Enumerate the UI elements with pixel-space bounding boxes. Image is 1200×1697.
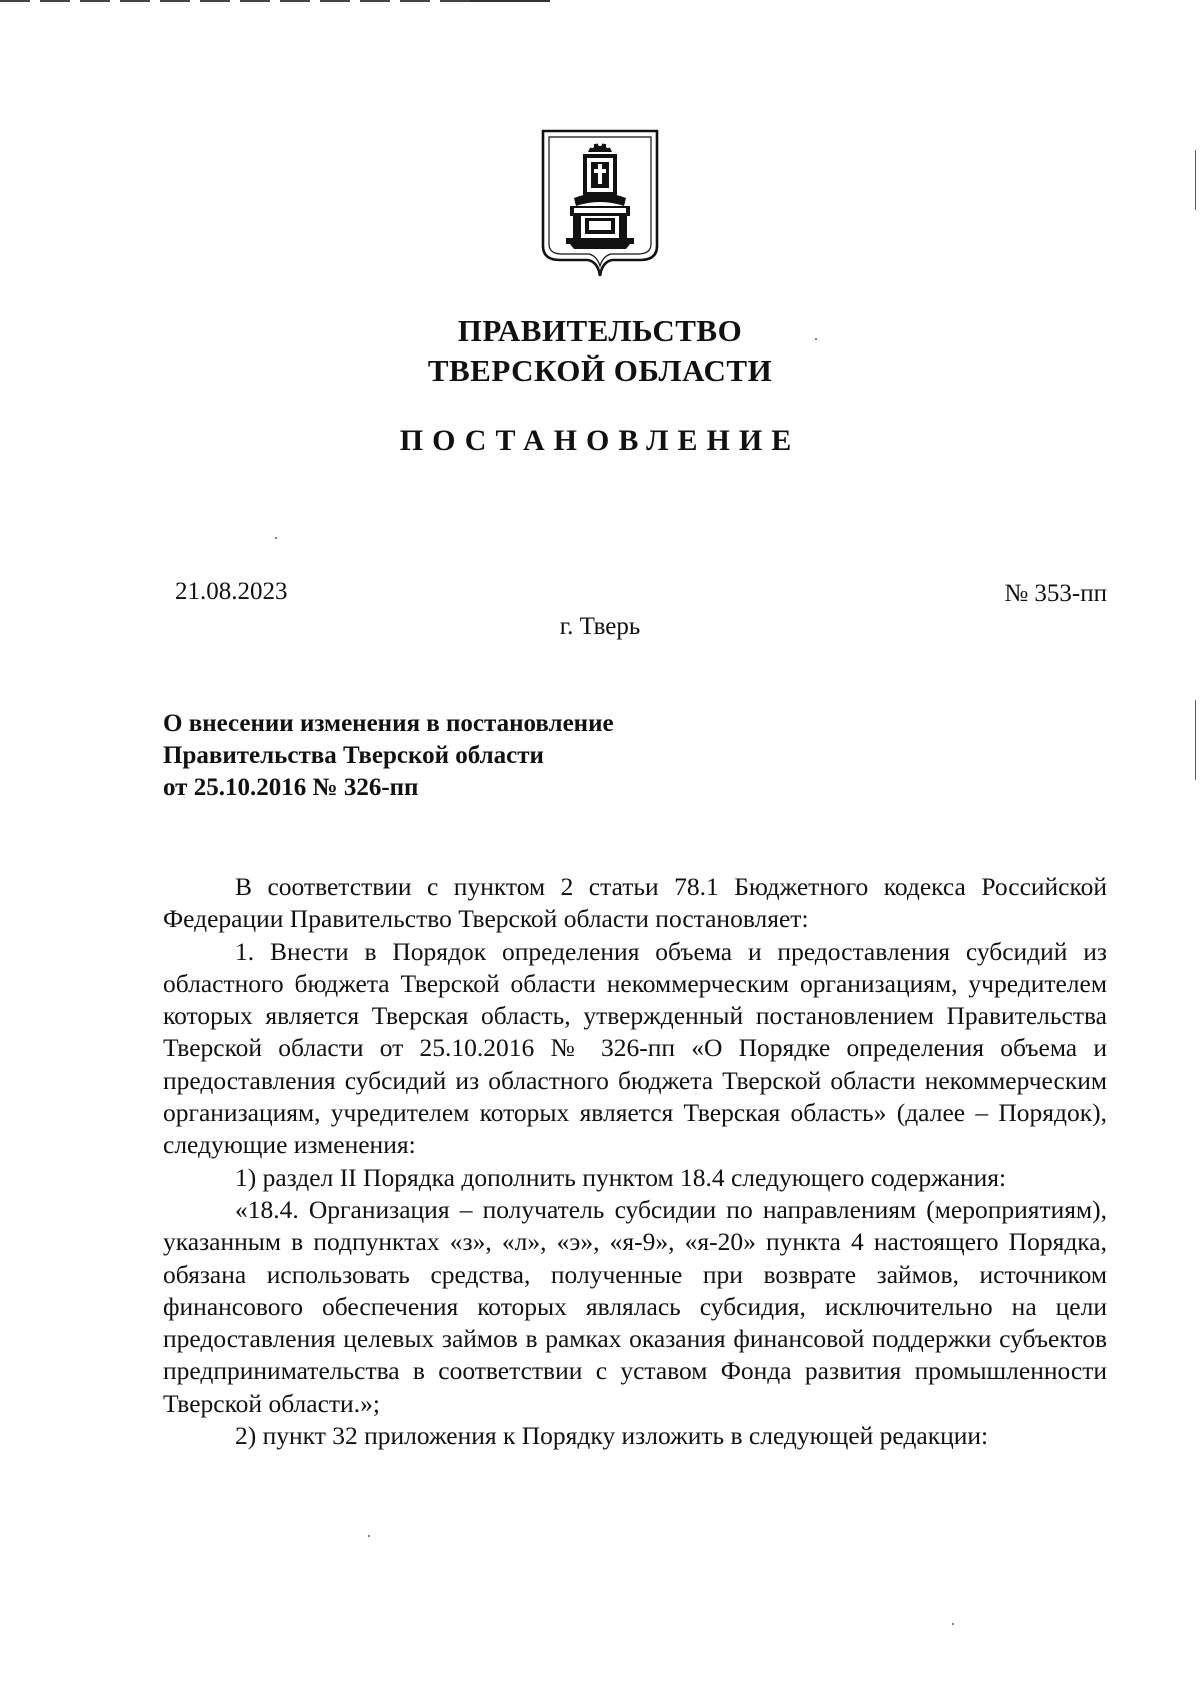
scan-speck xyxy=(952,1623,954,1625)
scan-speck xyxy=(275,537,277,539)
body-paragraph: В соответствии с пунктом 2 статьи 78.1 Бюджетного кодекса Российской Федерации Правительство Тверской области постановляет: xyxy=(163,872,1107,934)
document-body xyxy=(163,871,1107,1452)
document-number: № 353-пп xyxy=(1004,580,1107,607)
scan-top-edge-mark xyxy=(470,0,550,2)
subject-line: Правительства Тверской области xyxy=(163,742,544,769)
body-paragraph: 2) пункт 32 приложения к Порядку изложить в следующей редакции: xyxy=(235,1421,989,1451)
scan-edge-mark xyxy=(1195,700,1196,780)
coat-of-arms-emblem xyxy=(540,128,660,278)
body-paragraph: «18.4. Организация – получатель субсидии по направлениям (мероприятиям), указанным в подпунктах «з», «л», «э», «я-9», «я-20» пункта 4 настоящего Порядка, обязана использовать средства, полученные при возврате займов, источником финансового обеспечения которых являлась субсидия, исключительно на цели предоставления целевых займов в рамках оказания финансовой поддержки субъектов предпринимательства в соответствии с уставом Фонда развития промышленности Тверской области.»; xyxy=(163,1194,1107,1418)
body-paragraph: 1. Внести в Порядок определения объема и предоставления субсидий из областного бюджета Тверской области некоммерческим организациям, учредителем которых является Тверская область, утвержденный постановлением Правительства Тверской области от 25.10.2016 № 326-пп «О Порядке определения объема и предоставления субсидий из областного бюджета Тверской области некоммерческим организациям, учредителем которых является Тверская область» (далее – Порядок), следующие изменения: xyxy=(163,936,1107,1160)
document-city: г. Тверь xyxy=(559,613,641,640)
document-date: 21.08.2023 xyxy=(175,578,288,605)
region-title: ТВЕРСКОЙ ОБЛАСТИ xyxy=(427,353,773,388)
body-paragraph: 1) раздел II Порядка дополнить пунктом 18.4 следующего содержания: xyxy=(235,1162,1007,1192)
document-type: ПОСТАНОВЛЕНИЕ xyxy=(399,424,801,457)
scan-speck xyxy=(368,1535,370,1537)
document-subject xyxy=(163,708,614,804)
subject-line: О внесении изменения в постановление xyxy=(163,710,614,737)
scan-speck xyxy=(815,338,817,340)
scan-edge-mark xyxy=(1195,150,1196,210)
subject-line: от 25.10.2016 № 326-пп xyxy=(163,774,419,801)
government-title: ПРАВИТЕЛЬСТВО xyxy=(457,313,743,348)
